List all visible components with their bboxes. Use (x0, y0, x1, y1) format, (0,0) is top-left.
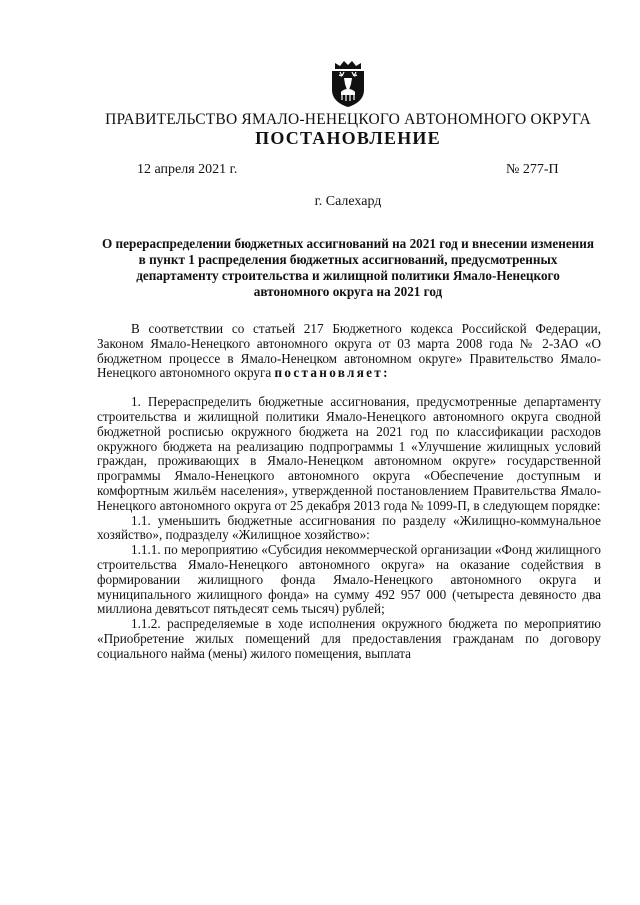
government-name: ПРАВИТЕЛЬСТВО ЯМАЛО-НЕНЕЦКОГО АВТОНОМНОГО ОКРУГА (105, 111, 591, 128)
paragraph-1-1-2: 1.1.2. распределяемые в ходе исполнения окружного бюджета по мероприятию «Приобретение жилых помещений для предоставления гражданам по договору социального найма (мены) жилого помещения, выплата (97, 616, 601, 661)
coat-of-arms-icon (327, 60, 369, 108)
document-type: ПОСТАНОВЛЕНИЕ (255, 128, 441, 148)
preamble-paragraph (97, 322, 601, 381)
paragraph-1: 1. Перераспределить бюджетные ассигнования, предусмотренные департаменту строительства и жилищной политики Ямало-Ненецкого автономного округа сводной бюджетной росписью окружного бюджета на 2021 год по классификации расходов окружного бюджета на реализацию подпрограммы 1 «Улучшение жилищных условий граждан, проживающих в Ямало-Ненецком автономном округе» государственной программы Ямало-Ненецкого автономного округа «Обеспечение доступным и комфортным жильём населения», утвержденной постановлением Правительства Ямало-Ненецкого автономного округа от 25 декабря 2013 года № 1099-П, в следующем порядке: (97, 394, 601, 513)
document-body (97, 322, 601, 662)
document-number: № 277-П (506, 162, 559, 177)
preamble-text: В соответствии со статьей 217 Бюджетного кодекса Российской Федерации, Законом Ямало-Ненецкого автономного округа от 03 марта 2008 года № 2-ЗАО «О бюджетном процессе в Ямало-Ненецком автономном округе» Правительство Ямало-Ненецкого автономного округа (97, 321, 601, 381)
resolves-word: постановляет: (274, 365, 390, 381)
document-city: г. Салехард (314, 194, 382, 209)
document-date: 12 апреля 2021 г. (137, 162, 238, 177)
document-title: О перераспределении бюджетных ассигнований на 2021 год и внесении изменения в пункт 1 распределения бюджетных ассигнований, предусмотренных департаменту строительства и жилищной политики Ямало-Ненецкого автономного округа на 2021 год (101, 236, 595, 299)
paragraph-1-1: 1.1. уменьшить бюджетные ассигнования по разделу «Жилищно-коммунальное хозяйство», подразделу «Жилищное хозяйство»: (97, 512, 601, 543)
paragraph-1-1-1: 1.1.1. по мероприятию «Субсидия некоммерческой организации «Фонд жилищного строительства Ямало-Ненецкого автономного округа» на оказание содействия в формировании жилищного фонда Ямало-Ненецкого автономного округа и муниципального жилищного фонда» на сумму 492 957 000 (четыреста девяносто два миллиона девятьсот пятьдесят семь тысяч) рублей; (97, 542, 601, 617)
